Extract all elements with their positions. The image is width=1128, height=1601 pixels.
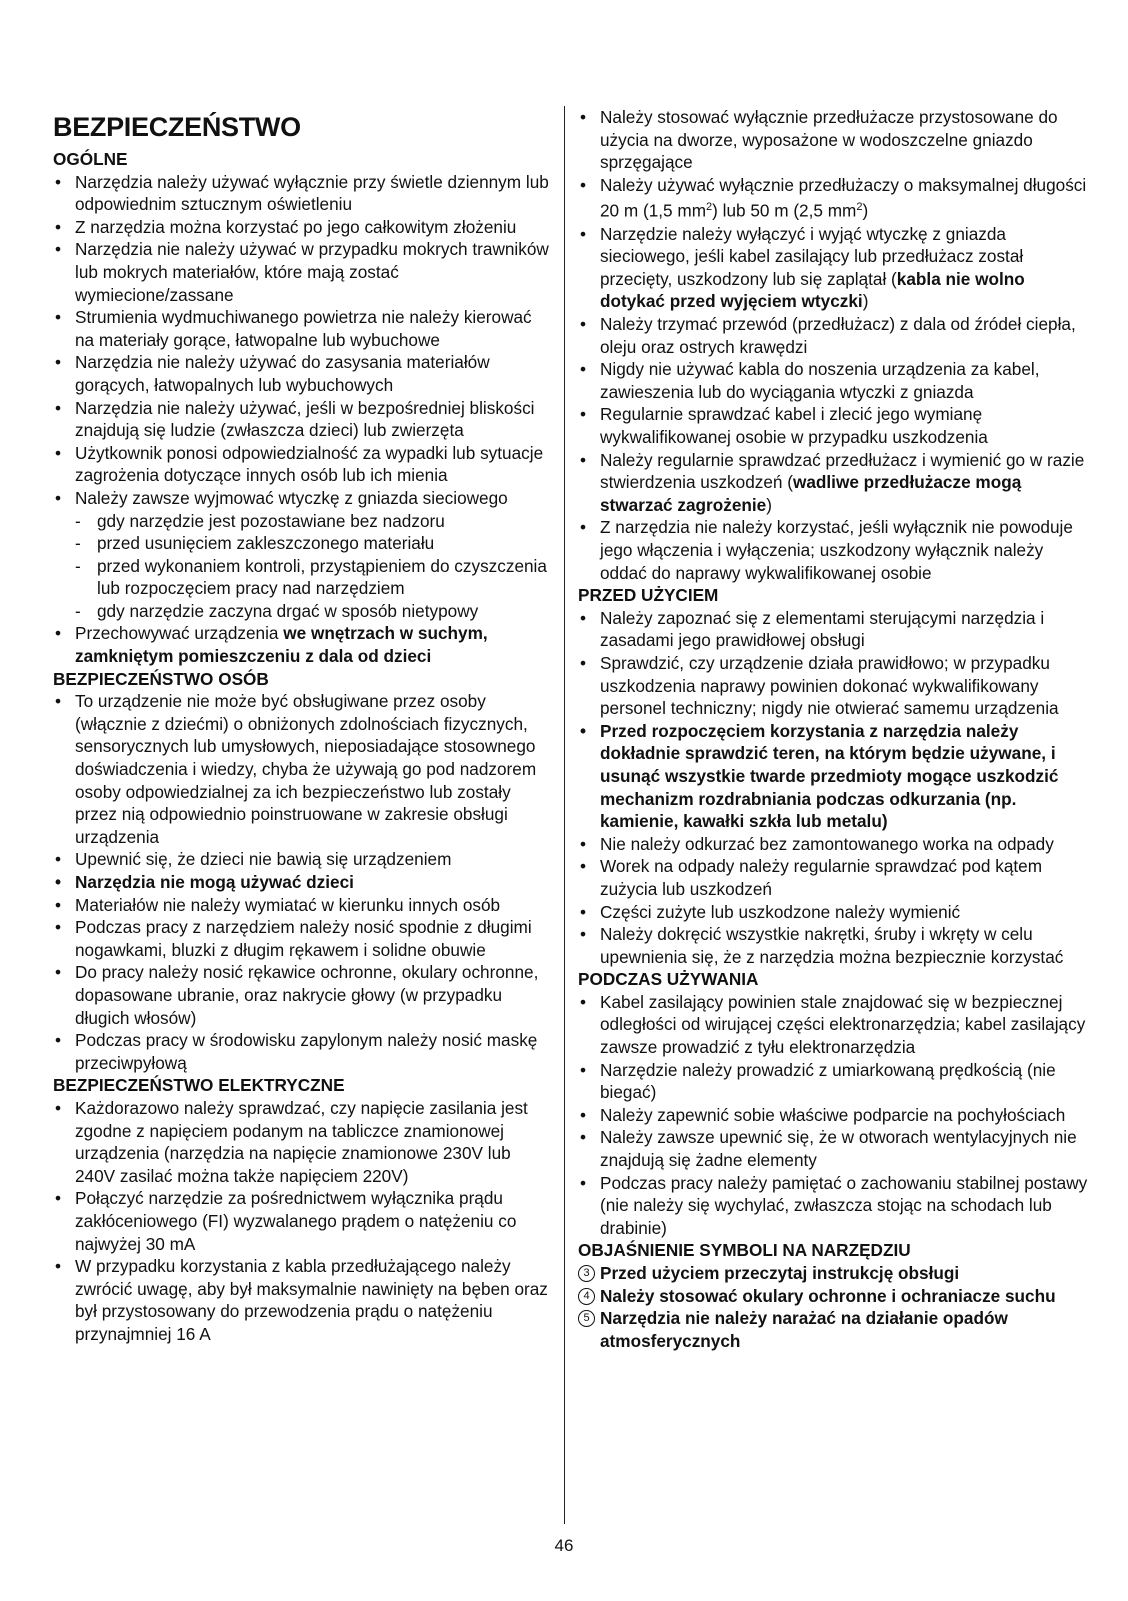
list-item: • Należy trzymać przewód (przedłużacz) z dala od źródeł ciepła, oleju oraz ostrych krawędzi bbox=[578, 313, 1088, 358]
storage-emphasis: we wnętrzach w suchym, zamkniętym pomieszczeniu z dala od dzieci bbox=[75, 623, 488, 667]
electrical-list bbox=[53, 1097, 553, 1346]
emphasis: kabla nie wolno dotykać przed wyjęciem wtyczki bbox=[600, 268, 1025, 312]
text: ) bbox=[862, 201, 869, 222]
list-item: • Należy stosować wyłącznie przedłużacze przystosowane do użycia na dworze, wyposażone w wodoszczelne gniazdo sprzęgające bbox=[578, 106, 1088, 174]
heading-general: OGÓLNE bbox=[53, 149, 128, 169]
list-item: • Narzędzia należy używać wyłącznie przy świetle dziennym lub odpowiednim sztucznym oświetleniu bbox=[53, 171, 553, 216]
list-item: • Materiałów nie należy wymiatać w kierunku innych osób bbox=[53, 894, 553, 917]
list-item bbox=[578, 449, 1088, 517]
symbol-text: Należy stosować okulary ochronne i ochraniacze suchu bbox=[600, 1285, 1056, 1306]
list-item: • Połączyć narzędzie za pośrednictwem wyłącznika prądu zakłóceniowego (FI) wyzwalanego prądem o natężeniu co najwyżej 30 mA bbox=[53, 1187, 553, 1255]
symbols-list bbox=[578, 1262, 1088, 1352]
list-item: • Kabel zasilający powinien stale znajdować się w bezpiecznej odległości od wirującej części elektronarzędzia; kabel zasilający zawsze prowadzić z tyłu elektronarzędzia bbox=[578, 991, 1088, 1059]
list-item-storage bbox=[53, 622, 553, 667]
list-item: • Z narzędzia nie należy korzystać, jeśli wyłącznik nie powoduje jego włączenia i wyłączenia; uszkodzony wyłącznik należy oddać do naprawy wykwalifikowanej osobie bbox=[578, 516, 1088, 584]
left-column bbox=[53, 106, 553, 1345]
symbol-text: Narzędzia nie należy narażać na działanie opadów atmosferycznych bbox=[600, 1308, 1008, 1351]
list-item: • Sprawdzić, czy urządzenie działa prawidłowo; w przypadku uszkodzenia naprawy powinien dokonać wykwalifikowany personel techniczny; nigdy nie otwierać samemu urządzenia bbox=[578, 652, 1088, 720]
heading-during-use: PODCZAS UŻYWANIA bbox=[578, 969, 759, 990]
dash-item: - przed usunięciem zakleszczonego materiału bbox=[53, 532, 553, 555]
list-item: • Należy zawsze wyjmować wtyczkę z gniazda sieciowego bbox=[53, 487, 553, 510]
list-item: • Podczas pracy z narzędziem należy nosić spodnie z długimi nogawkami, bluzki z długim rękawem i solidne obuwie bbox=[53, 916, 553, 961]
list-item: • Podczas pracy należy pamiętać o zachowaniu stabilnej postawy (nie należy się wychylać, zwłaszcza stojąc na schodach lub drabinie) bbox=[578, 1172, 1088, 1240]
symbol-number-icon: 3 bbox=[578, 1265, 595, 1282]
list-item: • Należy zapewnić sobie właściwe podparcie na pochyłościach bbox=[578, 1104, 1088, 1127]
symbol-text: Przed użyciem przeczytaj instrukcję obsługi bbox=[600, 1263, 960, 1284]
list-item: • Strumienia wydmuchiwanego powietrza nie należy kierować na materiały gorące, łatwopalne lub wybuchowe bbox=[53, 306, 553, 351]
list-item: • Regularnie sprawdzać kabel i zlecić jego wymianę wykwalifikowanej osobie w przypadku uszkodzenia bbox=[578, 403, 1088, 448]
symbol-item bbox=[578, 1262, 1088, 1285]
storage-text: Przechowywać urządzenia bbox=[75, 623, 284, 644]
list-item: • Należy dokręcić wszystkie nakrętki, śruby i wkręty w celu upewnienia się, że z narzędzia można bezpiecznie korzystać bbox=[578, 923, 1088, 968]
superscript: 2 bbox=[706, 201, 713, 214]
symbol-number-icon: 5 bbox=[578, 1310, 595, 1327]
list-item: • Upewnić się, że dzieci nie bawią się urządzeniem bbox=[53, 848, 553, 871]
list-item: • Należy zapoznać się z elementami sterującymi narzędzia i zasadami jego prawidłowej obsługi bbox=[578, 607, 1088, 652]
before-use-list bbox=[578, 607, 1088, 969]
symbol-item bbox=[578, 1285, 1088, 1308]
list-item: • Do pracy należy nosić rękawice ochronne, okulary ochronne, dopasowane ubranie, oraz nakrycie głowy (w przypadku długich włosów) bbox=[53, 961, 553, 1029]
page-title: BEZPIECZEŃSTWO bbox=[53, 112, 301, 142]
page-number: 46 bbox=[554, 1536, 574, 1555]
list-item: • Podczas pracy w środowisku zapylonym należy nosić maskę przeciwpyłową bbox=[53, 1029, 553, 1074]
list-item: • Przed rozpoczęciem korzystania z narzędzia należy dokładnie sprawdzić teren, na którym będzie używane, i usunąć wszystkie twarde przedmioty mogące uszkodzić mechanizm rozdrabniania podczas odkurzania (np. kamienie, kawałki szkła lub metalu) bbox=[578, 720, 1088, 833]
list-item: • Należy zawsze upewnić się, że w otworach wentylacyjnych nie znajdują się żadne elementy bbox=[578, 1126, 1088, 1171]
text: Należy używać wyłącznie przedłużaczy o maksymalnej długości 20 m (1,5 mm bbox=[600, 174, 1087, 222]
list-item: • Użytkownik ponosi odpowiedzialność za wypadki lub sytuacje zagrożenia dotyczące innych osób lub ich mienia bbox=[53, 442, 553, 487]
during-use-list bbox=[578, 991, 1088, 1240]
list-item: • Każdorazowo należy sprawdzać, czy napięcie zasilania jest zgodne z napięciem podanym na tabliczce znamionowej urządzenia (narzędzia na napięcie znamionowe 230V lub 240V zasilać można także napięciem 220V) bbox=[53, 1097, 553, 1187]
text: ) bbox=[862, 291, 869, 312]
list-item: • Narzędzie należy prowadzić z umiarkowaną prędkością (nie biegać) bbox=[578, 1059, 1088, 1104]
dash-item: - gdy narzędzie jest pozostawiane bez nadzoru bbox=[53, 510, 553, 533]
electrical-cont-list bbox=[578, 106, 1088, 584]
superscript: 2 bbox=[856, 201, 863, 214]
symbol-number-icon: 4 bbox=[578, 1288, 595, 1305]
list-item: • Nie należy odkurzać bez zamontowanego worka na odpady bbox=[578, 833, 1088, 856]
persons-list bbox=[53, 690, 553, 1074]
list-item: • Nigdy nie używać kabla do noszenia urządzenia za kabel, zawieszenia lub do wyciągania wtyczki z gniazda bbox=[578, 358, 1088, 403]
symbol-item bbox=[578, 1307, 1088, 1352]
list-item: • To urządzenie nie może być obsługiwane przez osoby (włącznie z dziećmi) o obniżonych zdolnościach fizycznych, sensorycznych lub umysłowych, nieposiadające stosownego doświadczenia i wiedzy, chyba że używają go pod nadzorem osoby odpowiedzialnej za ich bezpieczeństwo lub zostały przez nią odpowiednio poinstruowane w zakresie obsługi urządzenia bbox=[53, 690, 553, 848]
dash-item: - gdy narzędzie zaczyna drgać w sposób nietypowy bbox=[53, 600, 553, 623]
heading-symbols: OBJAŚNIENIE SYMBOLI NA NARZĘDZIU bbox=[578, 1240, 911, 1261]
list-item bbox=[578, 223, 1088, 313]
heading-persons: BEZPIECZEŃSTWO OSÓB bbox=[53, 668, 269, 689]
list-item: • Narzędzia nie należy używać, jeśli w bezpośredniej bliskości znajdują się ludzie (zwłaszcza dzieci) lub zwierzęta bbox=[53, 397, 553, 442]
dash-item: - przed wykonaniem kontroli, przystąpieniem do czyszczenia lub rozpoczęciem pracy nad narzędziem bbox=[53, 555, 553, 600]
list-item: • W przypadku korzystania z kabla przedłużającego należy zwrócić uwagę, aby był maksymalnie nawinięty na bęben oraz był przystosowany do przewodzenia prądu o natężeniu przynajmniej 16 A bbox=[53, 1255, 553, 1345]
list-item: • Z narzędzia można korzystać po jego całkowitym złożeniu bbox=[53, 216, 553, 239]
list-item: • Narzędzia nie mogą używać dzieci bbox=[53, 871, 553, 894]
emphasis: wadliwe przedłużacze mogą stwarzać zagrożenie bbox=[600, 472, 1022, 515]
list-item: • Narzędzia nie należy używać w przypadku mokrych trawników lub mokrych materiałów, które mają zostać wymiecione/zassane bbox=[53, 238, 553, 306]
text: ) lub 50 m (2,5 mm bbox=[712, 201, 857, 222]
text: Należy regularnie sprawdzać przedłużacz i wymienić go w razie stwierdzenia uszkodzeń ( bbox=[600, 449, 1085, 493]
right-column bbox=[578, 106, 1088, 1352]
list-item: • Części zużyte lub uszkodzone należy wymienić bbox=[578, 901, 1088, 924]
text: Narzędzie należy wyłączyć i wyjąć wtyczkę z gniazda sieciowego, jeśli kabel zasilający lub przedłużacz został przecięty, uszkodzony lub się zaplątał ( bbox=[600, 223, 1024, 289]
text: ) bbox=[766, 494, 772, 515]
list-item bbox=[578, 174, 1088, 223]
general-list bbox=[53, 171, 553, 668]
heading-before-use: PRZED UŻYCIEM bbox=[578, 585, 719, 606]
list-item: • Narzędzia nie należy używać do zasysania materiałów gorących, łatwopalnych lub wybuchowych bbox=[53, 351, 553, 396]
list-item: • Worek na odpady należy regularnie sprawdzać pod kątem zużycia lub uszkodzeń bbox=[578, 855, 1088, 900]
heading-electrical: BEZPIECZEŃSTWO ELEKTRYCZNE bbox=[53, 1075, 345, 1096]
column-divider bbox=[564, 106, 565, 1524]
